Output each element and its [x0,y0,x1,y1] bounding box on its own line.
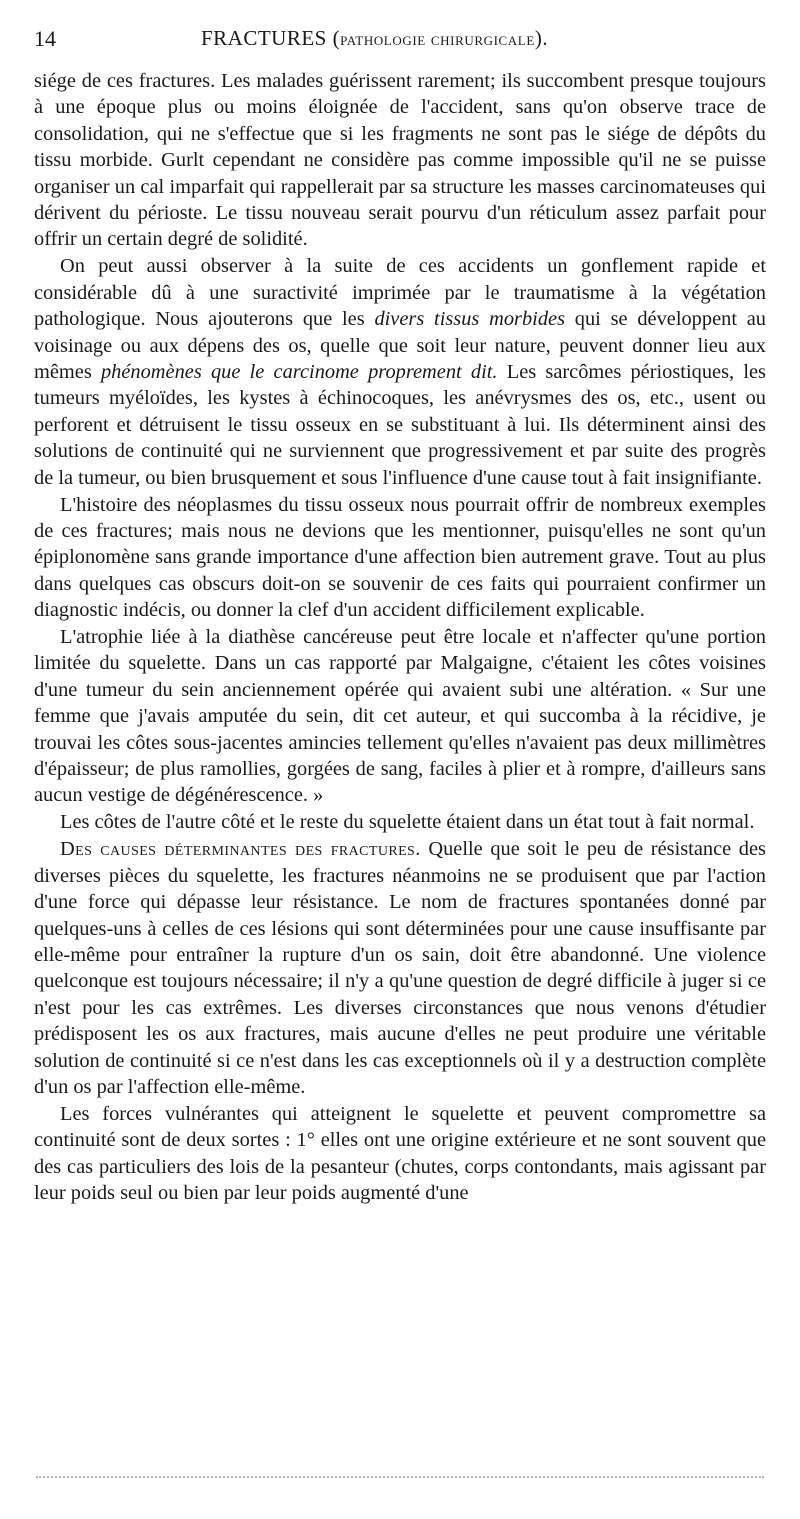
running-title-end: ). [534,26,549,50]
text-run: Quelle que soit le peu de résistance des diverses pièces du squelette, les fractures néanmoins ne se produisent que par l'action d'une force qui dépasse leur résistance. Le nom de fractures spontanées donné par quelques-uns à celles de ces lésions qui sont déterminées pour une cause insuffisante par elle-même pour entraîner la rupture d'un os sain, doit être abandonné. Une violence quelconque est toujours nécessaire; il n'y a qu'une question de degré difficile à juger si ce n'est pour les cas extrêmes. Les diverses circonstances que nous venons d'étudier prédisposent les os aux fractures, mais aucune d'elles ne peut produire une véritable solution de continuité si ce n'est dans les cas exceptionnels où il y a destruction complète d'un os par l'affection elle-même. [34,838,766,1098]
text-run: Les sarcômes périostiques, les tumeurs myéloïdes, les kystes à échinocoques, les anévrysmes des os, etc., usent ou perforent et détruisent le tissu osseux en se substituant à lui. Ils déterminent ainsi des solutions de continuité qui ne surviennent que progressivement et par suite des progrès de la tumeur, ou bien brusquement et sous l'influence d'une cause tout à fait insignifiante. [34,360,766,489]
paragraph-atrophie: L'atrophie liée à la diathèse cancéreuse peut être locale et n'affecter qu'une portion limitée du squelette. Dans un cas rapporté par Malgaigne, c'étaient les côtes voisines d'une tumeur du sein anciennement opérée qui avaient subi une altération. « Sur une femme que j'avais amputée du sein, dit cet auteur, et qui succomba à la récidive, je trouvai les côtes sous-jacentes amincies tellement qu'elles n'avaient pas deux millimètres d'épaisseur; de plus ramollies, gorgées de sang, faciles à plier et à rompre, d'ailleurs sans aucun vestige de dégénérescence. » [34,626,766,807]
italic-phrase: phénomènes que le carcinome proprement dit. [100,360,498,383]
text-run: On peut aussi observer à la suite de ces accidents un gonflement rapide et considérable dû à une suractivité imprimée par le traumatisme à la végétation pathologique. Nous ajouterons que les [34,255,766,331]
paragraph-continuation: siége de ces fractures. Les malades guérissent rarement; ils succombent presque toujours à une époque plus ou moins éloignée de l'accident, sans qu'on observe trace de consolidation, qui ne s'effectue que si les fragments ne sont pas le siége de dépôts du tissu morbide. Gurlt cependant ne considère pas comme impossible qu'il ne se puisse organiser un cal imparfait qui rappellerait par sa structure les masses carcinomateuses qui dérivent du périoste. Le tissu nouveau serait pourvu d'un réticulum assez parfait pour offrir un certain degré de solidité. [34,70,766,251]
paragraph-neoplasmes: L'histoire des néoplasmes du tissu osseux nous pourrait offrir de nombreux exemples de ces fractures; mais nous ne devions que les mentionner, puisqu'elles ne sont qu'un épiplonomène sans grande importance d'une affection bien autrement grave. Tout au plus dans quelques cas obscurs doit-on se souvenir de ces faits qui pourraient confirmer un diagnostic indécis, ou donner la clef d'un accident difficilement explicable. [34,493,766,622]
paragraph-gonflement [34,253,766,491]
running-title-main: FRACTURES ( [201,26,341,50]
footer-rule [36,1476,764,1478]
section-lead-heading: Des causes déterminantes des fractures. [60,838,421,861]
paragraph-causes-determinantes [34,836,766,1100]
body-text [34,68,766,1206]
running-title-subtitle: pathologie chirurgicale [340,29,535,49]
text-run: qui se développent au voisinage ou aux dépens des os, quelle que soit leur nature, peuvent donner lieu aux mêmes [34,308,766,383]
paragraph-cotes: Les côtes de l'autre côté et le reste du squelette étaient dans un état tout à fait normal. [60,811,755,834]
running-title [201,26,548,51]
italic-phrase: divers tissus morbides [374,308,566,331]
paragraph-forces-vulnerantes: Les forces vulnérantes qui atteignent le squelette et peuvent compromettre sa continuité sont de deux sortes : 1° elles ont une origine extérieure et ne sont souvent que des cas particuliers des lois de la pesanteur (chutes, corps contondants, mais agissant par leur poids seul ou bien par leur poids augmenté d'une [34,1102,766,1205]
page-number: 14 [34,26,56,51]
page-header [34,26,774,56]
